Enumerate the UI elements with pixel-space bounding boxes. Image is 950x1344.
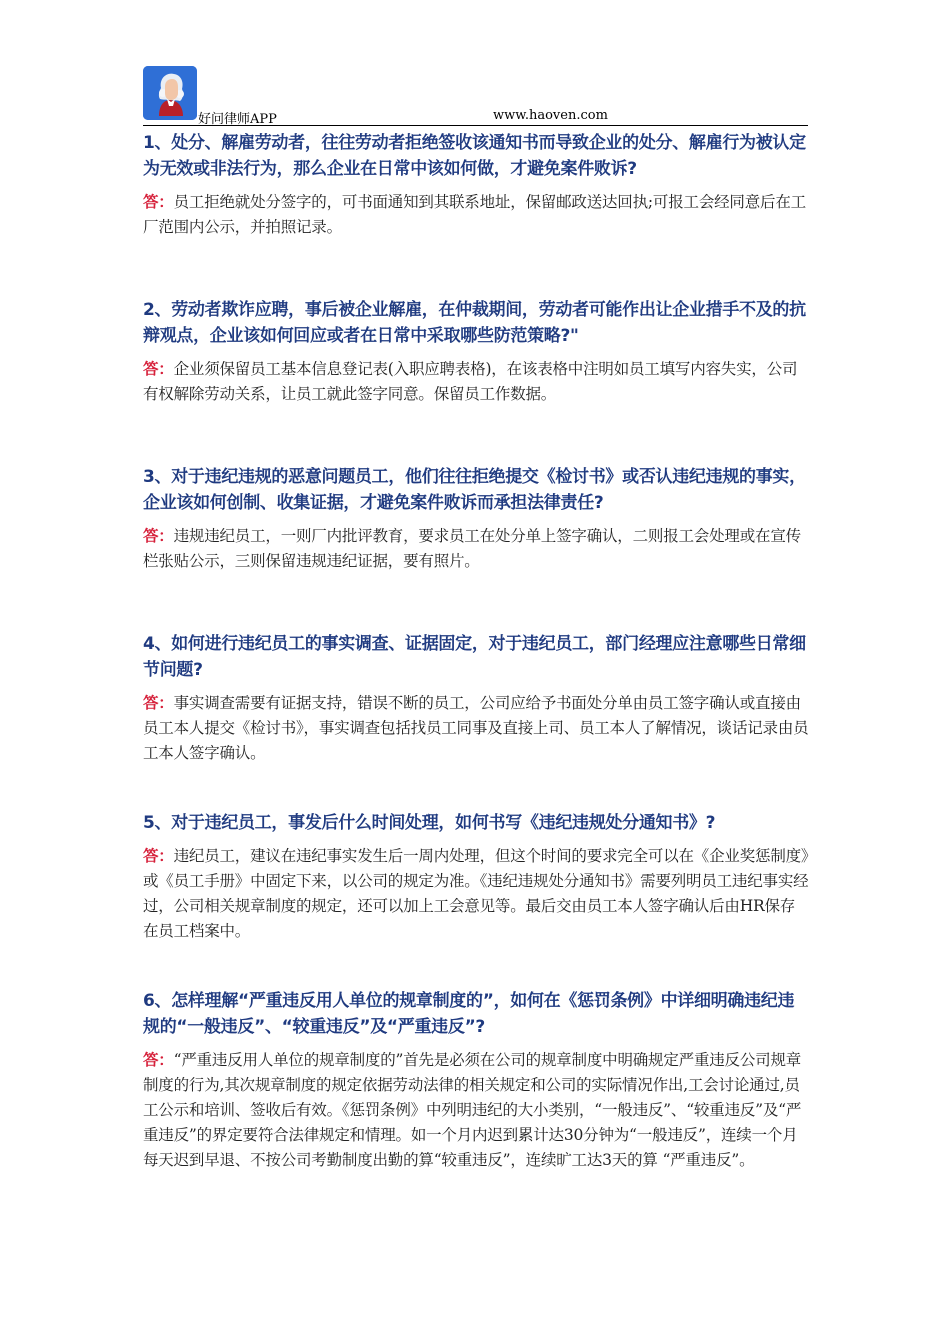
answer-label: 答： — [143, 360, 174, 378]
qa-item-2 — [143, 297, 810, 407]
answer-block — [143, 190, 810, 240]
qa-item-4 — [143, 631, 810, 766]
question-text: 3、对于违纪违规的恶意问题员工，他们往往拒绝提交《检讨书》或否认违纪违规的事实，企业该如何创制、收集证据，才避免案件败诉而承担法律责任? — [143, 467, 806, 513]
answer-block — [143, 844, 810, 944]
app-name: 好问律师APP — [198, 112, 277, 127]
answer-label: 答： — [143, 1051, 174, 1069]
answer-text: 员工拒绝就处分签字的，可书面通知到其联系地址，保留邮政送达回执;可报工会经同意后在工厂范围内公示，并拍照记录。 — [143, 193, 806, 236]
answer-text: “严重违反用人单位的规章制度的”首先是必须在公司的规章制度中明确规定严重违反公司规章制度的行为,其次规章制度的规定依据劳动法律的相关规定和公司的实际情况作出,工会讨论通过,员工公示和培训、签收后有效。《惩罚条例》中列明违纪的大小类别，“一般违反”、“较重违反”及“严重违反”的界定要符合法律规定和情理。如一个月内迟到累计达30分钟为“一般违反”，连续一个月每天迟到早退、不按公司考勤制度出勤的算“较重违反”，连续旷工达3天的算 “严重违反”。 — [143, 1051, 802, 1169]
site-url[interactable]: www.haoven.com — [493, 108, 608, 123]
answer-label: 答： — [143, 193, 174, 211]
lawyer-portrait-icon — [143, 66, 197, 120]
answer-text: 违纪员工，建议在违纪事实发生后一周内处理，但这个时间的要求完全可以在《企业奖惩制度》或《员工手册》中固定下来，以公司的规定为准。《违纪违规处分通知书》需要列明员工违纪事实经过，公司相关规章制度的规定，还可以加上工会意见等。最后交由员工本人签字确认后由HR保存在员工档案中。 — [143, 847, 809, 940]
answer-text: 事实调查需要有证据支持，错误不断的员工，公司应给予书面处分单由员工签字确认或直接由员工本人提交《检讨书》，事实调查包括找员工同事及直接上司、员工本人了解情况，谈话记录由员工本人签字确认。 — [143, 694, 809, 762]
answer-block — [143, 357, 810, 407]
answer-label: 答： — [143, 527, 174, 545]
answer-label: 答： — [143, 694, 174, 712]
answer-text: 企业须保留员工基本信息登记表(入职应聘表格)，在该表格中注明如员工填写内容失实，公司有权解除劳动关系，让员工就此签字同意。保留员工作数据。 — [143, 360, 798, 403]
header-divider — [143, 125, 808, 126]
question-text: 2、劳动者欺诈应聘，事后被企业解雇，在仲裁期间，劳动者可能作出让企业措手不及的抗辩观点，企业该如何回应或者在日常中采取哪些防范策略?" — [143, 300, 806, 346]
qa-item-6 — [143, 988, 810, 1173]
answer-block — [143, 1048, 810, 1173]
answer-label: 答： — [143, 847, 174, 865]
question-text: 5、对于违纪员工，事发后什么时间处理，如何书写《违纪违规处分通知书》? — [143, 813, 716, 833]
qa-content — [143, 130, 810, 1173]
question-text: 1、处分、解雇劳动者，往往劳动者拒绝签收该通知书而导致企业的处分、解雇行为被认定为无效或非法行为，那么企业在日常中该如何做，才避免案件败诉? — [143, 133, 806, 179]
qa-item-3 — [143, 464, 810, 574]
lawyer-avatar-logo — [143, 66, 197, 120]
answer-text: 违规违纪员工，一则厂内批评教育，要求员工在处分单上签字确认，二则报工会处理或在宣传栏张贴公示，三则保留违规违纪证据，要有照片。 — [143, 527, 801, 570]
question-text: 4、如何进行违纪员工的事实调查、证据固定，对于违纪员工，部门经理应注意哪些日常细节问题? — [143, 634, 806, 680]
answer-block — [143, 524, 810, 574]
question-text: 6、怎样理解“严重违反用人单位的规章制度的”，如何在《惩罚条例》中详细明确违纪违规的“一般违反”、“较重违反”及“严重违反”? — [143, 991, 795, 1037]
qa-item-1 — [143, 130, 810, 240]
qa-item-5 — [143, 810, 810, 944]
answer-block — [143, 691, 810, 766]
page-header — [143, 66, 808, 127]
